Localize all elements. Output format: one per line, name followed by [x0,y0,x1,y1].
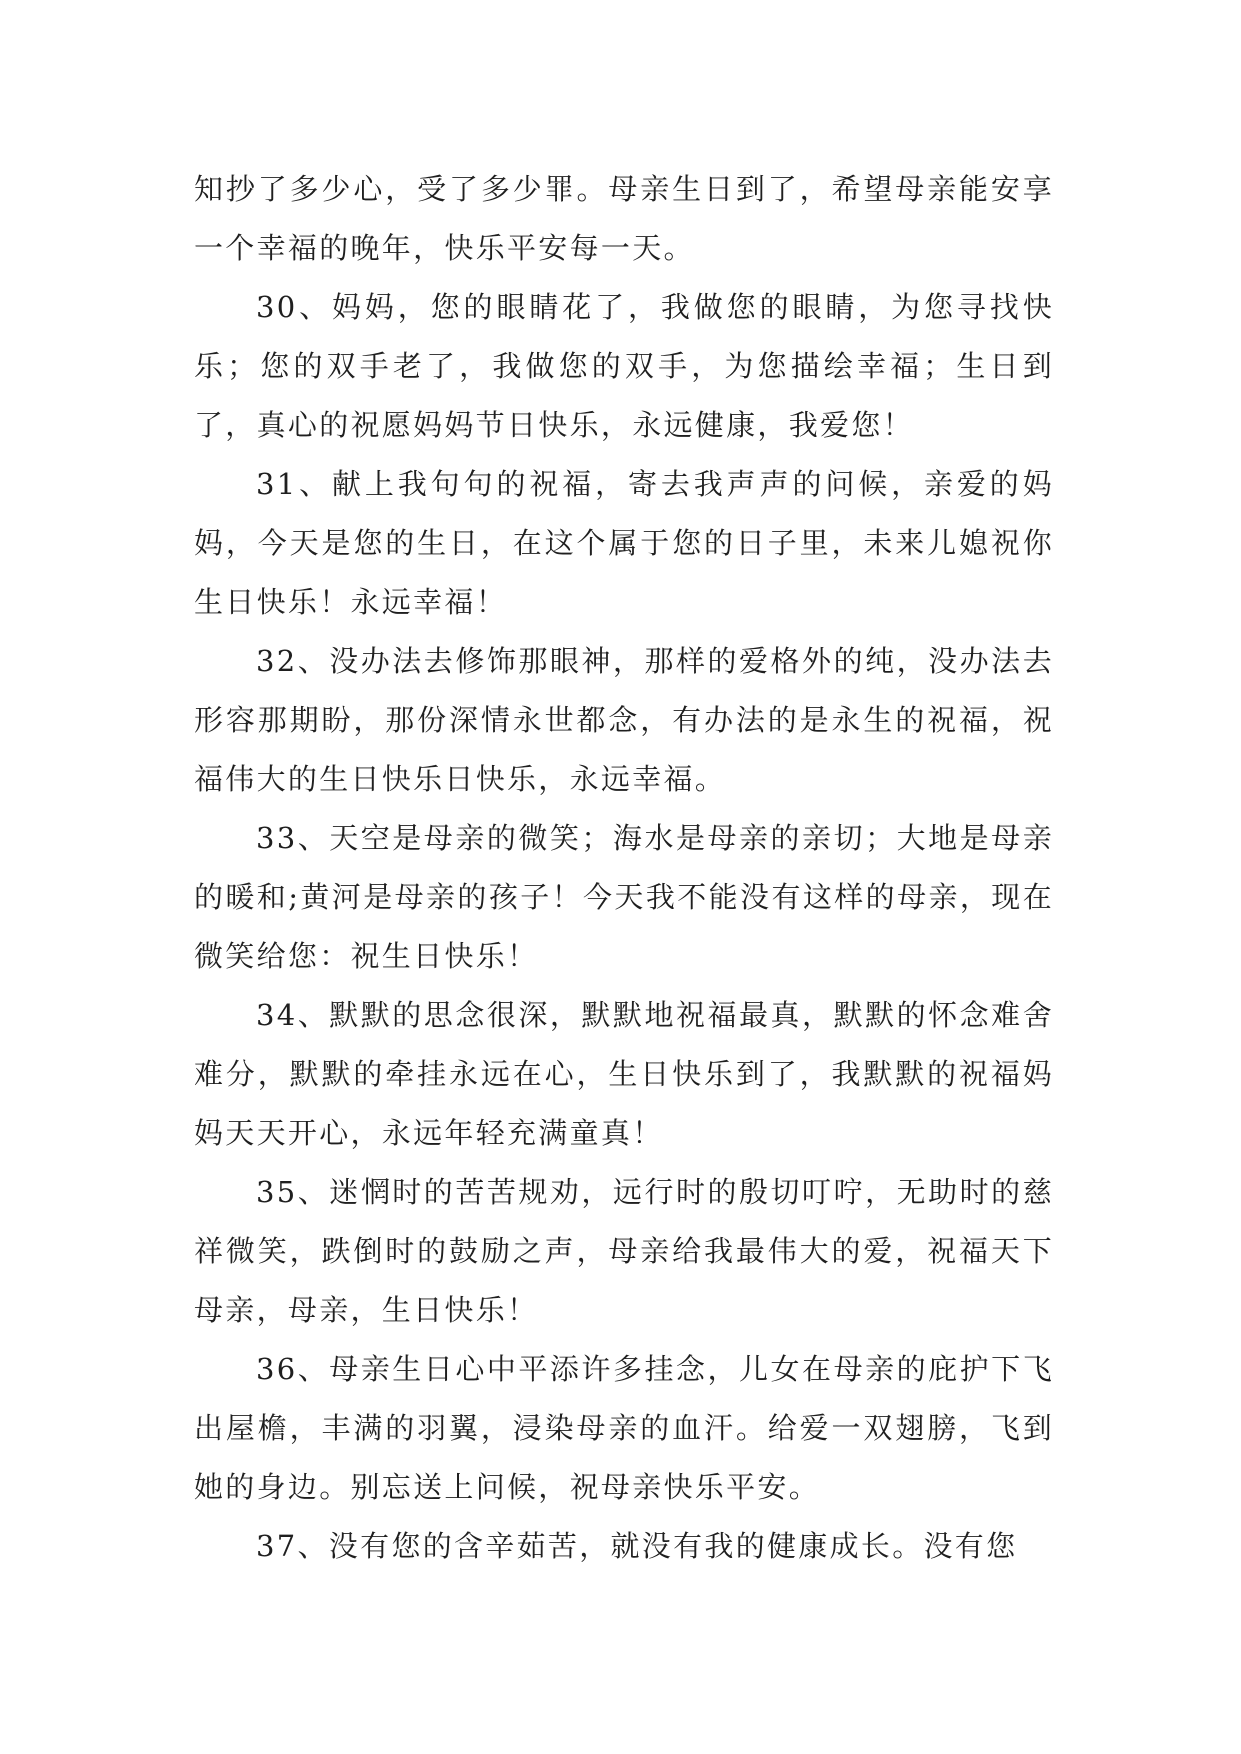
paragraph-continuation: 知抄了多少心，受了多少罪。母亲生日到了，希望母亲能安享一个幸福的晚年，快乐平安每一天。 [194,172,1054,265]
paragraph-wish-35: 35、迷惘时的苦苦规劝，远行时的殷切叮咛，无助时的慈祥微笑，跌倒时的鼓励之声，母亲给我最伟大的爱，祝福天下母亲，母亲，生日快乐！ [194,1175,1054,1327]
paragraph-wish-31: 31、献上我句句的祝福，寄去我声声的问候，亲爱的妈妈，今天是您的生日，在这个属于您的日子里，未来儿媳祝你生日快乐！永远幸福！ [194,467,1054,619]
paragraph-wish-34: 34、默默的思念很深，默默地祝福最真，默默的怀念难舍难分，默默的牵挂永远在心，生日快乐到了，我默默的祝福妈妈天天开心，永远年轻充满童真！ [194,998,1054,1150]
document-body [194,160,1054,1576]
paragraph-wish-32: 32、没办法去修饰那眼神，那样的爱格外的纯，没办法去形容那期盼，那份深情永世都念，有办法的是永生的祝福，祝福伟大的生日快乐日快乐，永远幸福。 [194,644,1054,796]
paragraph-wish-33: 33、天空是母亲的微笑；海水是母亲的亲切；大地是母亲的暖和;黄河是母亲的孩子！今天我不能没有这样的母亲，现在微笑给您：祝生日快乐！ [194,821,1054,973]
paragraph-wish-37: 37、没有您的含辛茹苦，就没有我的健康成长。没有您 [256,1529,1018,1563]
paragraph-wish-30: 30、妈妈，您的眼睛花了，我做您的眼睛，为您寻找快乐；您的双手老了，我做您的双手，为您描绘幸福；生日到了，真心的祝愿妈妈节日快乐，永远健康，我爱您！ [194,290,1054,442]
paragraph-wish-36: 36、母亲生日心中平添许多挂念，儿女在母亲的庇护下飞出屋檐，丰满的羽翼，浸染母亲的血汗。给爱一双翅膀，飞到她的身边。别忘送上问候，祝母亲快乐平安。 [194,1352,1054,1504]
